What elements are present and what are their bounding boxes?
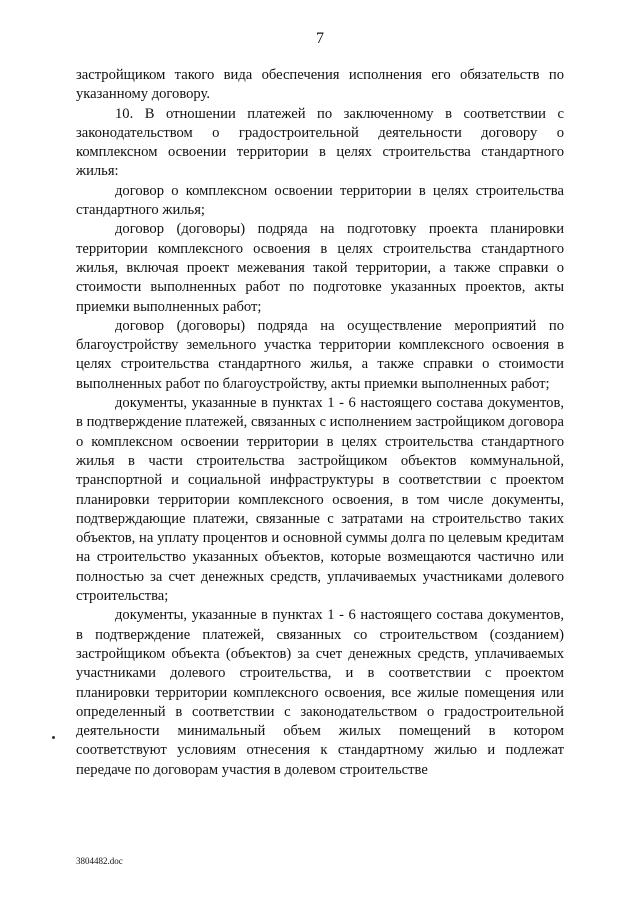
margin-mark xyxy=(52,736,55,739)
document-body xyxy=(76,66,564,780)
paragraph-item-10: 10. В отношении платежей по заключенному в соответствии с законодательством о градостроительной деятельности договору о комплексном освоении территории в целях строительства стандартного жилья: xyxy=(76,105,564,180)
paragraph-planning-contract: договор (договоры) подряда на подготовку проекта планировки территории комплексного освоения в целях строительства стандартного жилья, включая проект межевания такой территории, а также справки о стоимости выполненных работ по подготовке указанных проектов, акты приемки выполненных работ; xyxy=(76,221,564,315)
paragraph-construction-documents: документы, указанные в пунктах 1 - 6 настоящего состава документов, в подтверждение платежей, связанных со строительством (созданием) застройщиком объекта (объектов) за счет денежных средств, уплачиваемых участниками долевого строительства, и в соответствии с проектом планировки территории комплексного освоения, все жилые помещения или определенный в соответствии с законодательством о градостроительной деятельности минимальный объем жилых помещений в котором соответствуют условиям отнесения к стандартному жилью и подлежат передаче по договорам участия в долевом строительстве xyxy=(76,607,564,778)
paragraph-contract: договор о комплексном освоении территории в целях строительства стандартного жилья; xyxy=(76,182,564,219)
paragraph-improvement-contract: договор (договоры) подряда на осуществление мероприятий по благоустройству земельного участка территории комплексного освоения в целях строительства стандартного жилья, а также справки о стоимости выполненных работ по благоустройству, акты приемки выполненных работ; xyxy=(76,317,564,392)
page-number: 7 xyxy=(316,30,324,47)
footer-filename: 3804482.doc xyxy=(76,856,123,866)
paragraph-continuation: застройщиком такого вида обеспечения исполнения его обязательств по указанному договору. xyxy=(76,67,564,103)
paragraph-infrastructure-documents: документы, указанные в пунктах 1 - 6 настоящего состава документов, в подтверждение платежей, связанных с исполнением застройщиком договора о комплексном освоении территории в целях строительства стандартного жилья в части строительства застройщиком объектов коммунальной, транспортной и социальной инфраструктуры в соответствии с проектом планировки территории комплексного освоения, в том числе документы, подтверждающие платежи, связанные с затратами на строительство таких объектов, на уплату процентов и основной суммы долга по целевым кредитам на строительство указанных объектов, которые возмещаются частично или полностью за счет денежных средств, уплачиваемых участниками долевого строительства; xyxy=(76,395,564,605)
